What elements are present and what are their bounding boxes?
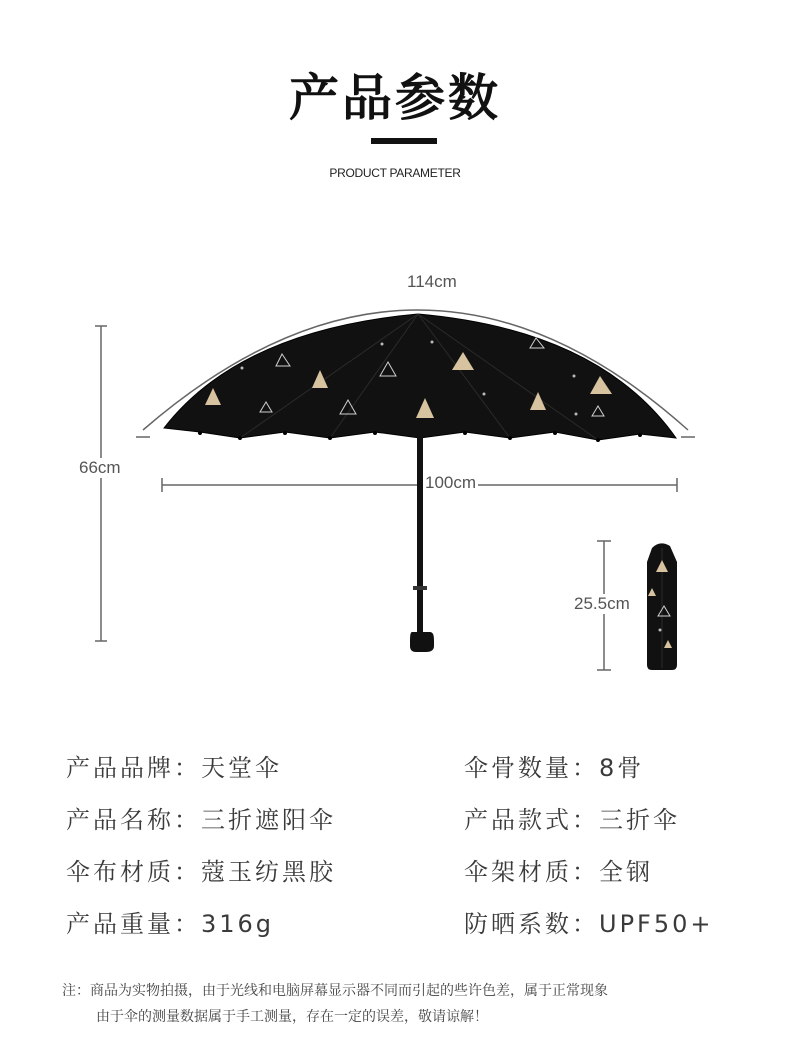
- folded-umbrella: [647, 543, 677, 670]
- folded-length-label: 25.5cm: [574, 594, 630, 613]
- page-subtitle: PRODUCT PARAMETER: [329, 166, 461, 180]
- arc-length-label: 114cm: [407, 272, 457, 291]
- spec-fabric: 伞布材质：蔻玉纺黑胶: [66, 858, 336, 886]
- umbrella-handle: [410, 632, 434, 652]
- note-line-1: 注：商品为实物拍摄，由于光线和电脑屏幕显示器不同而引起的些许色差，属于正常现象: [62, 983, 608, 999]
- spec-name: 产品名称：三折遮阳伞: [66, 806, 336, 834]
- spec-ribs: 伞骨数量：8骨: [464, 754, 645, 782]
- spec-style: 产品款式：三折伞: [464, 806, 680, 834]
- spec-weight: 产品重量：316g: [66, 910, 275, 938]
- note-line-2: 由于伞的测量数据属于手工测量，存在一定的误差，敬请谅解！: [96, 1009, 488, 1025]
- umbrella-shaft: [417, 436, 423, 634]
- diameter-label: 100cm: [425, 473, 477, 492]
- page-title: 产品参数: [289, 69, 501, 127]
- height-label: 66cm: [79, 458, 121, 477]
- spec-frame: 伞架材质：全钢: [464, 858, 653, 886]
- spec-upf: 防晒系数：UPF50+: [464, 910, 714, 938]
- spec-brand: 产品品牌：天堂伞: [66, 754, 282, 782]
